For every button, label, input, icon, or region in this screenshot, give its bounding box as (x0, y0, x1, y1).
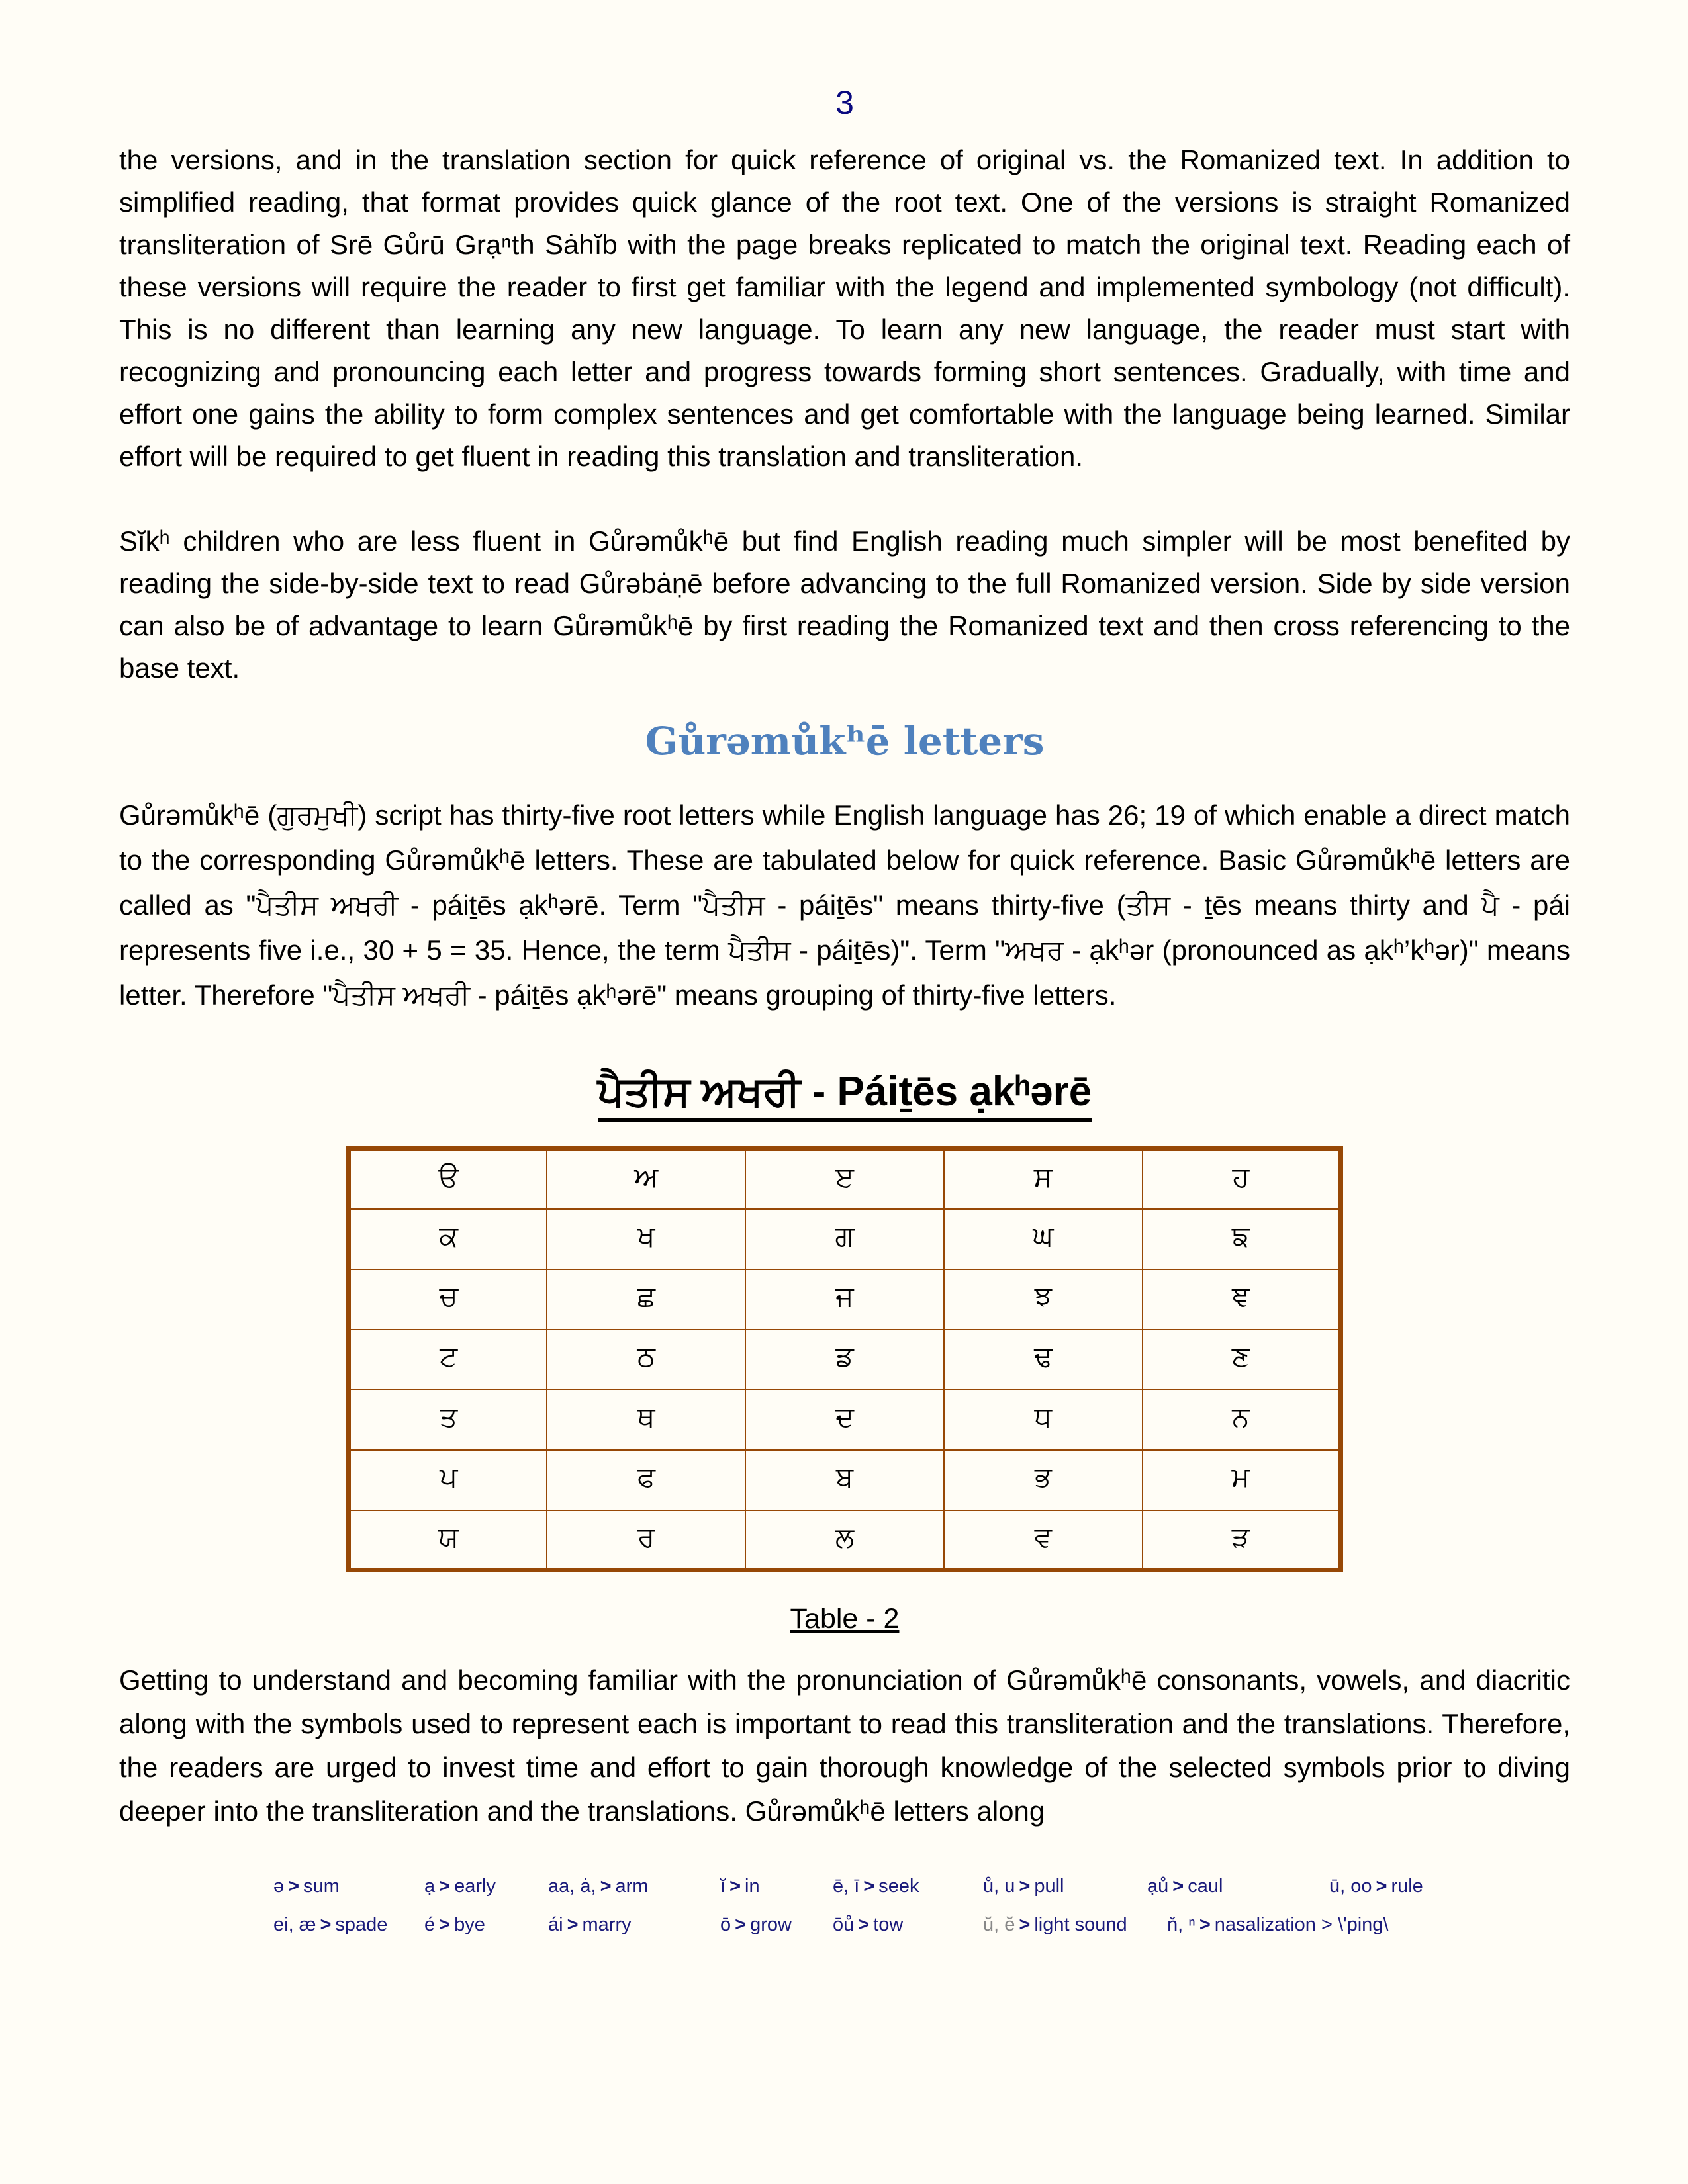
legend-item (833, 1873, 983, 1899)
letter-cell: ੲ (745, 1149, 944, 1209)
letter-cell: ਝ (944, 1269, 1143, 1330)
legend-row (273, 1911, 1597, 1938)
legend-sound: pull (1034, 1876, 1064, 1897)
letter-cell: ਰ (547, 1510, 745, 1570)
legend-arrow: > (1199, 1914, 1211, 1935)
legend-arrow: > (863, 1876, 875, 1897)
legend-item (983, 1873, 1147, 1899)
letter-cell: ਠ (547, 1330, 745, 1390)
legend-arrow: > (1019, 1914, 1031, 1935)
legend-symbol: é (424, 1914, 436, 1935)
letter-cell: ਸ (944, 1149, 1143, 1209)
letter-cell: ਙ (1143, 1209, 1341, 1269)
legend-symbol: ōů (833, 1914, 855, 1935)
legend-arrow: > (439, 1876, 451, 1897)
legend-arrow: > (320, 1914, 332, 1935)
legend-row (273, 1873, 1597, 1899)
table-row (349, 1149, 1341, 1209)
letter-cell: ੜ (1143, 1510, 1341, 1570)
legend-item (1147, 1873, 1329, 1899)
letter-cell: ਞ (1143, 1269, 1341, 1330)
letter-cell: ਵ (944, 1510, 1143, 1570)
legend-sound: rule (1391, 1876, 1423, 1897)
legend-sound: bye (454, 1914, 485, 1935)
legend-item (548, 1911, 720, 1938)
children-paragraph: Sĭkʰ children who are less fluent in Gůrəmůkʰē but find English reading much simpler will be most benefited by reading the side-by-side text to read Gůrəbȧṇē before advancing to the full Romanized version. Side by side version can also be of advantage to learn Gůrəmůkʰē by first reading the Romanized text and then cross referencing to the base text. (119, 525, 1570, 684)
legend-arrow: > (567, 1914, 579, 1935)
legend-sound: caul (1188, 1876, 1223, 1897)
table-caption-text: Table - 2 (790, 1603, 900, 1635)
letter-cell: ਣ (1143, 1330, 1341, 1390)
legend-item (983, 1911, 1147, 1938)
section-heading: Gůrəmůkʰē letters (645, 719, 1045, 764)
letter-cell: ਘ (944, 1209, 1143, 1269)
legend-symbol: ĭ (720, 1876, 726, 1897)
legend-arrow: > (1172, 1876, 1184, 1897)
letter-cell: ਛ (547, 1269, 745, 1330)
letter-cell: ਨ (1143, 1390, 1341, 1450)
legend-symbol: ạ (424, 1876, 436, 1897)
letter-cell: ਟ (349, 1330, 547, 1390)
legend-item (424, 1911, 548, 1938)
letter-cell: ਅ (547, 1149, 745, 1209)
letter-cell: ਗ (745, 1209, 944, 1269)
letter-cell: ਹ (1143, 1149, 1341, 1209)
pronunciation-legend (273, 1873, 1597, 1938)
letter-cell: ਕ (349, 1209, 547, 1269)
letter-cell: ਦ (745, 1390, 944, 1450)
legend-sound: spade (335, 1914, 388, 1935)
table-row (349, 1510, 1341, 1570)
legend-sound: seek (878, 1876, 919, 1897)
table-row (349, 1450, 1341, 1510)
table-row (349, 1390, 1341, 1450)
letter-cell: ਧ (944, 1390, 1143, 1450)
letter-cell: ਭ (944, 1450, 1143, 1510)
table-row (349, 1209, 1341, 1269)
letter-cell: ਬ (745, 1450, 944, 1510)
legend-item (273, 1911, 424, 1938)
legend-sound: marry (582, 1914, 632, 1935)
legend-arrow: > (288, 1876, 300, 1897)
legend-symbol: ə (273, 1876, 285, 1897)
intro-paragraph: the versions, and in the translation section for quick reference of original vs. the Romanized text. In addition to simplified reading, that format provides quick glance of the root text. One of the versions is straight Romanized transliteration of Srē Gůrū Grạⁿth Sȧhĭb with the page breaks replicated to match the original text. Reading each of these versions will require the reader to first get familiar with the legend and implemented symbology (not difficult). This is no different than learning any new language. To learn any new language, the reader must start with recognizing and pronouncing each letter and progress towards forming short sentences. Gradually, with time and effort one gains the ability to form complex sentences and get comfortable with the language being learned. Similar effort will be required to get fluent in reading this translation and transliteration. (119, 144, 1570, 472)
legend-arrow: > (439, 1914, 451, 1935)
legend-sound: early (454, 1876, 496, 1897)
table-caption (119, 1599, 1570, 1639)
table-row (349, 1330, 1341, 1390)
legend-sound: nasalization > \'ping\ (1214, 1914, 1389, 1935)
legend-arrow: > (1376, 1876, 1387, 1897)
legend-symbol: ạů (1147, 1876, 1169, 1897)
legend-sound: arm (615, 1876, 649, 1897)
letter-cell: ਢ (944, 1330, 1143, 1390)
legend-symbol: ů, u (983, 1876, 1015, 1897)
letter-cell: ਯ (349, 1510, 547, 1570)
pronunciation-paragraph: Getting to understand and becoming familiar with the pronunciation of Gůrəmůkʰē consonants, vowels, and diacritic along with the symbols used to represent each is important to read this transliteration and the translations. Therefore, the readers are urged to invest time and effort to gain thorough knowledge of the selected symbols prior to diving deeper into the transliteration and the translations. Gůrəmůkʰē letters along (119, 1664, 1570, 1827)
letters-table (346, 1146, 1343, 1572)
legend-symbol: ái (548, 1914, 563, 1935)
letter-cell: ੳ (349, 1149, 547, 1209)
legend-sound: in (745, 1876, 760, 1897)
letter-cell: ਫ (547, 1450, 745, 1510)
legend-item (424, 1873, 548, 1899)
legend-arrow: > (600, 1876, 612, 1897)
letter-cell: ਲ (745, 1510, 944, 1570)
legend-symbol: ē, ī (833, 1876, 860, 1897)
letters-paragraph: Gůrəmůkʰē (ਗੁਰਮੁਖੀ) script has thirty-five root letters while English language has 26; 19 of which enable a direct match to the corresponding Gůrəmůkʰē letters. These are tabulated below for quick reference. Basic Gůrəmůkʰē letters are called as "ਪੈਤੀਸ ਅਖਰੀ - páiṯēs ạkʰərē. Term "ਪੈਤੀਸ - páiṯēs" means thirty-five (ਤੀਸ - ṯēs means thirty and ਪੈ - pái represents five i.e., 30 + 5 = 35. Hence, the term ਪੈਤੀਸ - páiṯēs)". Term "ਅਖਰ - ạkʰər (pronounced as ạkʰ’kʰər)" means letter. Therefore "ਪੈਤੀਸ ਅਖਰੀ - páiṯēs ạkʰərē" means grouping of thirty-five letters. (119, 799, 1570, 1011)
legend-symbol: aa, ȧ, (548, 1876, 596, 1897)
letter-cell: ਥ (547, 1390, 745, 1450)
legend-arrow: > (729, 1876, 741, 1897)
letter-cell: ਤ (349, 1390, 547, 1450)
letter-cell: ਡ (745, 1330, 944, 1390)
letter-cell: ਜ (745, 1269, 944, 1330)
legend-arrow: > (735, 1914, 747, 1935)
legend-item (720, 1873, 833, 1899)
letter-cell: ਚ (349, 1269, 547, 1330)
page-number: 3 (835, 84, 854, 121)
legend-sound: sum (303, 1876, 340, 1897)
legend-arrow: > (858, 1914, 870, 1935)
letters-table-wrapper (119, 1146, 1570, 1572)
legend-symbol: ū, oo (1329, 1876, 1372, 1897)
table-title (119, 1064, 1570, 1120)
table-row (349, 1269, 1341, 1330)
legend-item (720, 1911, 833, 1938)
legend-symbol: ŭ, ĕ (983, 1914, 1015, 1935)
letter-cell: ਮ (1143, 1450, 1341, 1510)
legend-sound: light sound (1034, 1914, 1127, 1935)
legend-item (1147, 1911, 1541, 1938)
legend-sound: tow (873, 1914, 904, 1935)
legend-arrow: > (1019, 1876, 1031, 1897)
legend-symbol: ō (720, 1914, 731, 1935)
legend-item (833, 1911, 983, 1938)
legend-symbol: ň, ⁿ (1167, 1914, 1196, 1935)
letter-cell: ਖ (547, 1209, 745, 1269)
legend-sound: grow (750, 1914, 792, 1935)
legend-item (548, 1873, 720, 1899)
legend-symbol: ei, æ (273, 1914, 316, 1935)
legend-item (1329, 1873, 1541, 1899)
table-title-text: ਪੈਤੀਸ ਅਖਰੀ - Páiṯēs ạkʰərē (598, 1069, 1092, 1122)
legend-item (273, 1873, 424, 1899)
letter-cell: ਪ (349, 1450, 547, 1510)
